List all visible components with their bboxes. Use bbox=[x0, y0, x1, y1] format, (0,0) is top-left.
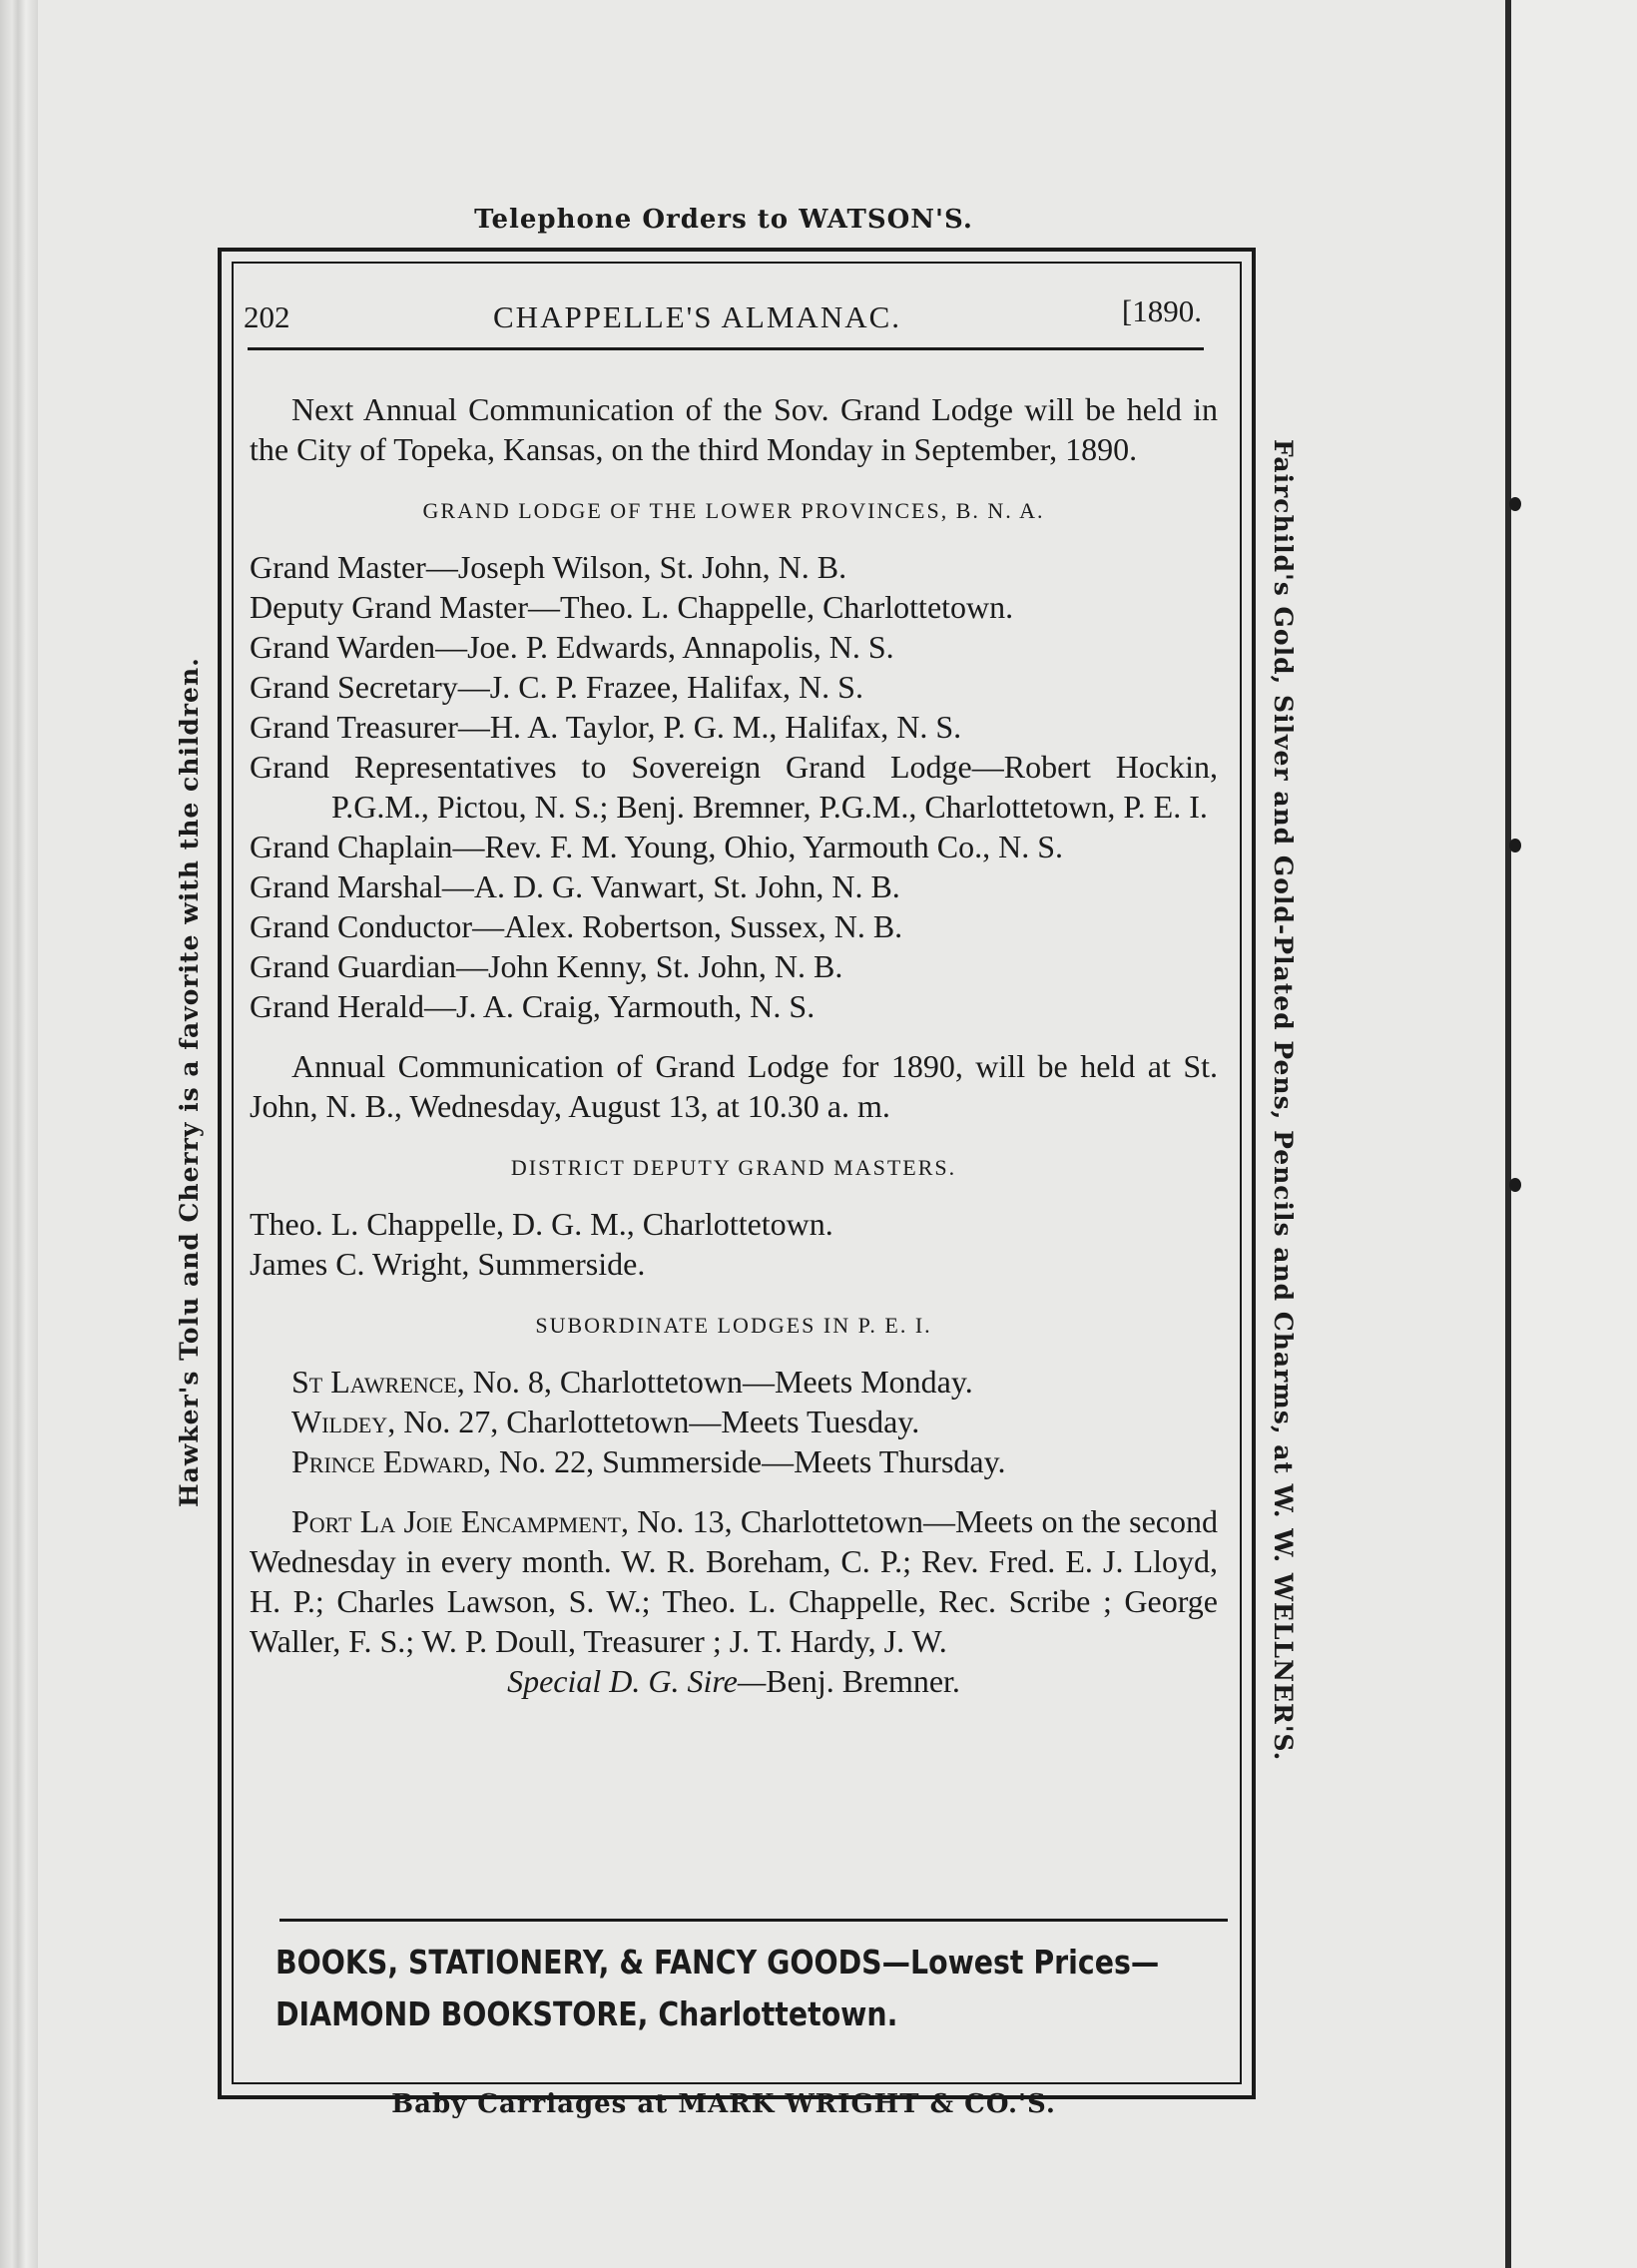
special-label: Special D. G. Sire— bbox=[507, 1663, 767, 1699]
special-dg-sire bbox=[250, 1661, 1218, 1701]
binding-mark bbox=[1509, 839, 1521, 852]
lodge-name: Prince Edward bbox=[291, 1443, 484, 1479]
officer-line: Grand Chaplain—Rev. F. M. Young, Ohio, Yarmouth Co., N. S. bbox=[250, 829, 1063, 864]
book-binding-edge bbox=[0, 0, 38, 2268]
right-page-margin bbox=[1511, 0, 1637, 2268]
binding-mark bbox=[1509, 1178, 1521, 1192]
running-header bbox=[244, 284, 1202, 333]
district-member: James C. Wright, Summerside. bbox=[250, 1246, 646, 1282]
officer-line: Deputy Grand Master—Theo. L. Chappelle, Charlottetown. bbox=[250, 589, 1014, 625]
special-name: Benj. Bremner. bbox=[766, 1663, 960, 1699]
ad-right-vertical: Fairchild's Gold, Silver and Gold-Plated Pens, Pencils and Charms, at W. W. WELLNER'S. bbox=[1269, 439, 1298, 1762]
officer-line: Grand Conductor—Alex. Robertson, Sussex, N. B. bbox=[250, 908, 903, 944]
lodge-details: , No. 8, Charlottetown—Meets Monday. bbox=[456, 1364, 973, 1400]
page-body bbox=[250, 389, 1218, 1701]
district-member: Theo. L. Chappelle, D. G. M., Charlottetown. bbox=[250, 1206, 833, 1242]
binding-mark bbox=[1509, 497, 1521, 511]
officer-line: Grand Master—Joseph Wilson, St. John, N. B. bbox=[250, 549, 847, 585]
encampment-name: Port La Joie Encampment bbox=[291, 1503, 621, 1539]
officer-line: Grand Marshal—A. D. G. Vanwart, St. John, N. B. bbox=[250, 868, 900, 904]
lodge-line bbox=[250, 1441, 1218, 1481]
advert-line: BOOKS, STATIONERY, & FANCY GOODS—Lowest Prices— bbox=[275, 1943, 1160, 1982]
footer-rule bbox=[279, 1919, 1228, 1922]
officer-line: Grand Warden—Joe. P. Edwards, Annapolis, N. S. bbox=[250, 629, 894, 665]
page-title: CHAPPELLE'S ALMANAC. bbox=[493, 299, 902, 334]
section-heading-subordinate: SUBORDINATE LODGES IN P. E. I. bbox=[535, 1313, 932, 1338]
ad-left-vertical: Hawker's Tolu and Cherry is a favorite with the children. bbox=[175, 657, 204, 1507]
header-rule bbox=[248, 347, 1204, 350]
encampment-paragraph bbox=[250, 1501, 1218, 1661]
lodge-name: Wildey bbox=[291, 1404, 388, 1439]
section-heading-grand-lodge: GRAND LODGE OF THE LOWER PROVINCES, B. N. A. bbox=[422, 498, 1045, 523]
lodge-line bbox=[250, 1362, 1218, 1402]
lodge-name: St Lawrence bbox=[291, 1364, 457, 1400]
ad-top: Telephone Orders to WATSON'S. bbox=[474, 205, 973, 235]
almanac-page bbox=[240, 270, 1234, 2076]
header-year: [1890. bbox=[1121, 293, 1202, 328]
officer-line: Grand Representatives to Sovereign Grand Lodge—Robert Hockin, P.G.M., Pictou, N. S.; Benj. Bremner, P.G.M., Charlottetown, P. E. I. bbox=[250, 749, 1218, 825]
ad-bottom: Baby Carriages at MARK WRIGHT & CO.'S. bbox=[391, 2089, 1056, 2119]
section-heading-district: DISTRICT DEPUTY GRAND MASTERS. bbox=[510, 1155, 957, 1180]
lodge-details: , No. 22, Summerside—Meets Thursday. bbox=[483, 1443, 1006, 1479]
encampment-details: , No. 13, Charlottetown—Meets on the second Wednesday in every month. W. R. Boreham, C. P.; Rev. Fred. E. J. Lloyd, H. P.; Charles Lawson, S. W.; Theo. L. Chappelle, Rec. Scribe ; George Waller, F. S.; W. P. Doull, Treasurer ; J. T. Hardy, J. W. bbox=[250, 1503, 1219, 1659]
page-number: 202 bbox=[244, 299, 290, 334]
officer-line: Grand Herald—J. A. Craig, Yarmouth, N. S. bbox=[250, 988, 816, 1024]
lodge-line bbox=[250, 1402, 1218, 1441]
officer-line: Grand Treasurer—H. A. Taylor, P. G. M., Halifax, N. S. bbox=[250, 709, 962, 745]
bookstore-advert bbox=[275, 1937, 1159, 2040]
intro-paragraph: Next Annual Communication of the Sov. Grand Lodge will be held in the City of Topeka, Kansas, on the third Monday in September, 1890. bbox=[250, 391, 1218, 467]
annual-communication: Annual Communication of Grand Lodge for 1890, will be held at St. John, N. B., Wednesday, August 13, at 10.30 a. m. bbox=[250, 1048, 1218, 1124]
officer-line: Grand Secretary—J. C. P. Frazee, Halifax, N. S. bbox=[250, 669, 863, 705]
officer-line: Grand Guardian—John Kenny, St. John, N. B. bbox=[250, 948, 843, 984]
advert-line: DIAMOND BOOKSTORE, Charlottetown. bbox=[275, 1994, 898, 2033]
lodge-details: , No. 27, Charlottetown—Meets Tuesday. bbox=[387, 1404, 920, 1439]
